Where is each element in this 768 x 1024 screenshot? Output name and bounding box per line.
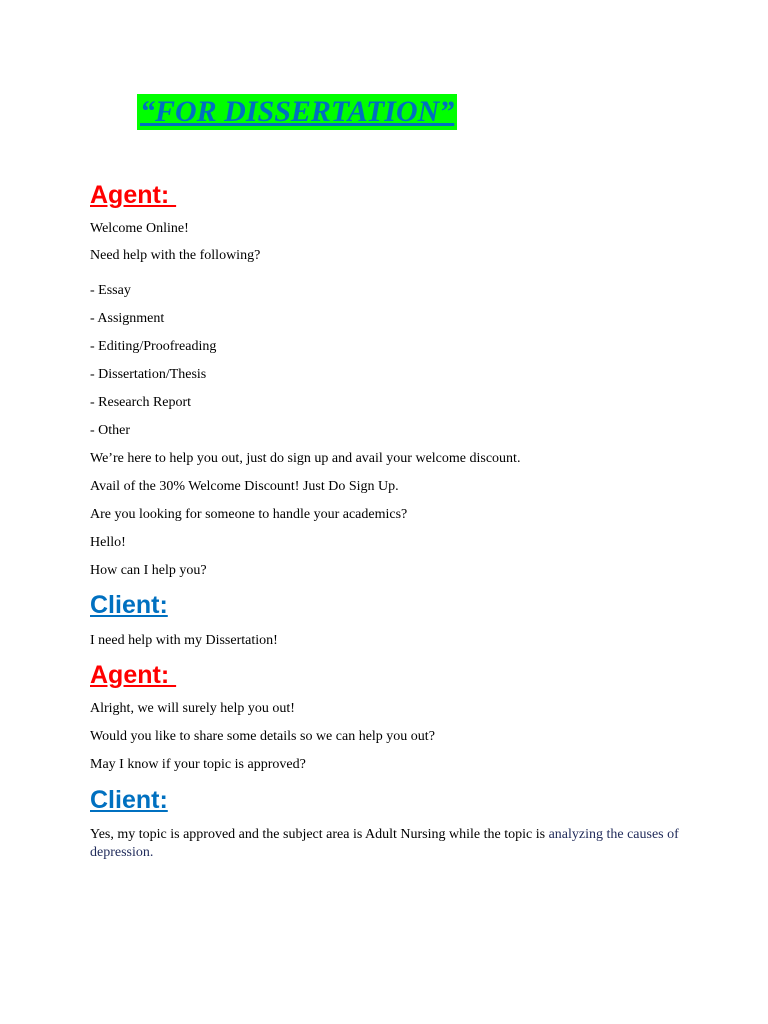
agent-label: Agent: bbox=[90, 181, 177, 209]
client-label: Client: bbox=[90, 786, 168, 814]
agent-list-item: - Research Report bbox=[90, 395, 192, 410]
agent-list-item: - Dissertation/Thesis bbox=[90, 367, 207, 382]
agent-message: Avail of the 30% Welcome Discount! Just Do Sign Up. bbox=[90, 479, 399, 494]
agent-message: Welcome Online! bbox=[90, 221, 189, 236]
client-message bbox=[90, 826, 690, 862]
agent-message: Need help with the following? bbox=[90, 248, 261, 263]
agent-message: Would you like to share some details so we can help you out? bbox=[90, 729, 435, 744]
client-message-part: Yes, my topic is approved and the subject area is Adult Nursing while the topic is bbox=[90, 827, 549, 842]
agent-message: Are you looking for someone to handle your academics? bbox=[90, 507, 408, 522]
agent-list-item: - Essay bbox=[90, 283, 131, 298]
client-label: Client: bbox=[90, 591, 168, 619]
document-title: “FOR DISSERTATION” bbox=[137, 94, 457, 130]
client-message-topic: analyzing the causes of depression. bbox=[90, 827, 679, 860]
agent-message: May I know if your topic is approved? bbox=[90, 757, 306, 772]
agent-message: Alright, we will surely help you out! bbox=[90, 701, 295, 716]
agent-message: We’re here to help you out, just do sign up and avail your welcome discount. bbox=[90, 451, 521, 466]
agent-list-item: - Editing/Proofreading bbox=[90, 339, 217, 354]
agent-message: How can I help you? bbox=[90, 563, 207, 578]
agent-list-item: - Assignment bbox=[90, 311, 165, 326]
agent-label: Agent: bbox=[90, 661, 177, 689]
client-message: I need help with my Dissertation! bbox=[90, 633, 278, 648]
agent-list-item: - Other bbox=[90, 423, 131, 438]
agent-message: Hello! bbox=[90, 535, 126, 550]
